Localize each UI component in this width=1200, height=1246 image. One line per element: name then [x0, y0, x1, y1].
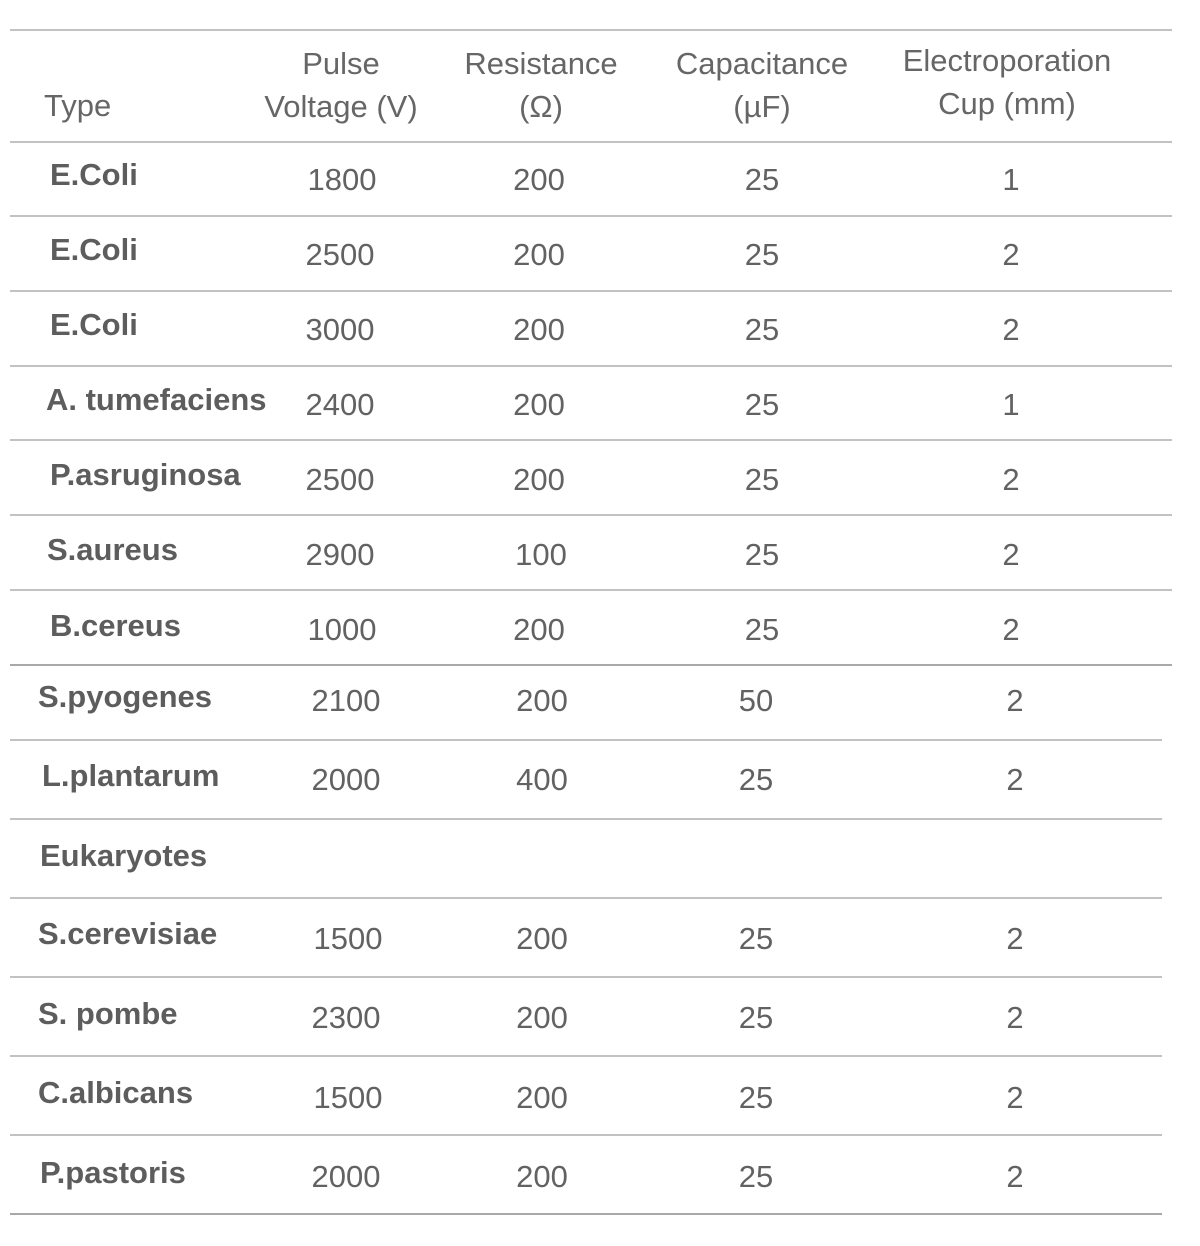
- row-voltage: 2500: [305, 462, 375, 497]
- row-voltage: 2100: [311, 683, 381, 718]
- row-divider: [10, 439, 1172, 441]
- table-top-rule: [10, 29, 1172, 31]
- row-cup: 2: [1006, 1000, 1024, 1035]
- header-resistance-line2: (Ω): [519, 89, 563, 124]
- row-voltage: 1000: [307, 612, 377, 647]
- row-resistance: 400: [516, 762, 568, 797]
- header-type: Type: [44, 88, 112, 123]
- header-bottom-rule: [10, 141, 1172, 143]
- row-cup: 2: [1006, 683, 1024, 718]
- row-divider: [10, 897, 1162, 899]
- row-voltage: 2900: [305, 537, 375, 572]
- row-capacitance: 25: [744, 237, 780, 272]
- row-voltage: 2300: [311, 1000, 381, 1035]
- row-cup: 1: [1002, 387, 1020, 422]
- row-type: P.pastoris: [40, 1155, 186, 1190]
- row-voltage: 1500: [313, 1080, 383, 1115]
- row-divider: [10, 818, 1162, 820]
- row-cup: 2: [1006, 921, 1024, 956]
- row-type: A. tumefaciens: [46, 382, 267, 417]
- row-voltage: 2000: [311, 762, 381, 797]
- row-type: C.albicans: [38, 1075, 194, 1110]
- row-divider: [10, 739, 1162, 741]
- row-divider: [10, 215, 1172, 217]
- row-voltage: 1500: [313, 921, 383, 956]
- row-cup: 2: [1006, 762, 1024, 797]
- row-capacitance: 50: [738, 683, 774, 718]
- row-voltage: 3000: [305, 312, 375, 347]
- row-cup: 2: [1002, 237, 1020, 272]
- row-cup: 1: [1002, 162, 1020, 197]
- row-type: S.pyogenes: [38, 679, 212, 714]
- row-capacitance: 25: [744, 312, 780, 347]
- header-cup-line1: Electroporation: [902, 43, 1112, 78]
- row-divider: [10, 290, 1172, 292]
- row-capacitance: 25: [744, 162, 780, 197]
- row-divider: [10, 976, 1162, 978]
- row-type: B.cereus: [50, 608, 181, 643]
- row-cup: 2: [1002, 312, 1020, 347]
- row-voltage: 2400: [305, 387, 375, 422]
- row-resistance: 100: [515, 537, 567, 572]
- row-type: S.cerevisiae: [38, 916, 218, 951]
- header-pulse-voltage-line2: Voltage (V): [264, 89, 418, 124]
- row-voltage: 2000: [311, 1159, 381, 1194]
- row-voltage: 1800: [307, 162, 377, 197]
- row-resistance: 200: [513, 237, 565, 272]
- row-cup: 2: [1002, 537, 1020, 572]
- row-voltage: 2500: [305, 237, 375, 272]
- row-section-label: Eukaryotes: [40, 838, 208, 873]
- row-type: S. pombe: [38, 996, 178, 1031]
- row-resistance: 200: [513, 462, 565, 497]
- table-bottom-rule: [10, 1213, 1162, 1215]
- row-resistance: 200: [516, 1000, 568, 1035]
- row-capacitance: 25: [738, 762, 774, 797]
- row-resistance: 200: [513, 387, 565, 422]
- row-resistance: 200: [516, 1159, 568, 1194]
- row-resistance: 200: [513, 312, 565, 347]
- row-resistance: 200: [516, 683, 568, 718]
- row-type: P.asruginosa: [50, 457, 241, 492]
- row-divider: [10, 1055, 1162, 1057]
- row-capacitance: 25: [744, 537, 780, 572]
- row-cup: 2: [1006, 1159, 1024, 1194]
- header-pulse-voltage-line1: Pulse: [302, 46, 380, 81]
- row-resistance: 200: [516, 1080, 568, 1115]
- row-cup: 2: [1006, 1080, 1024, 1115]
- row-cup: 2: [1002, 612, 1020, 647]
- header-capacitance-line2: (µF): [733, 89, 791, 124]
- row-type: S.aureus: [47, 532, 178, 567]
- row-capacitance: 25: [738, 1159, 774, 1194]
- row-capacitance: 25: [744, 612, 780, 647]
- row-capacitance: 25: [738, 1000, 774, 1035]
- row-divider: [10, 514, 1172, 516]
- header-capacitance-line1: Capacitance: [675, 46, 849, 81]
- row-capacitance: 25: [738, 921, 774, 956]
- header-cup-line2: Cup (mm): [938, 86, 1076, 121]
- row-divider: [10, 365, 1172, 367]
- row-type: E.Coli: [50, 232, 138, 267]
- row-capacitance: 25: [744, 462, 780, 497]
- row-type: L.plantarum: [42, 758, 220, 793]
- row-divider: [10, 664, 1172, 666]
- row-capacitance: 25: [744, 387, 780, 422]
- row-type: E.Coli: [50, 307, 138, 342]
- row-divider: [10, 589, 1172, 591]
- row-cup: 2: [1002, 462, 1020, 497]
- row-resistance: 200: [513, 612, 565, 647]
- row-type: E.Coli: [50, 157, 138, 192]
- row-resistance: 200: [516, 921, 568, 956]
- row-resistance: 200: [513, 162, 565, 197]
- row-divider: [10, 1134, 1162, 1136]
- header-resistance-line1: Resistance: [464, 46, 618, 81]
- row-capacitance: 25: [738, 1080, 774, 1115]
